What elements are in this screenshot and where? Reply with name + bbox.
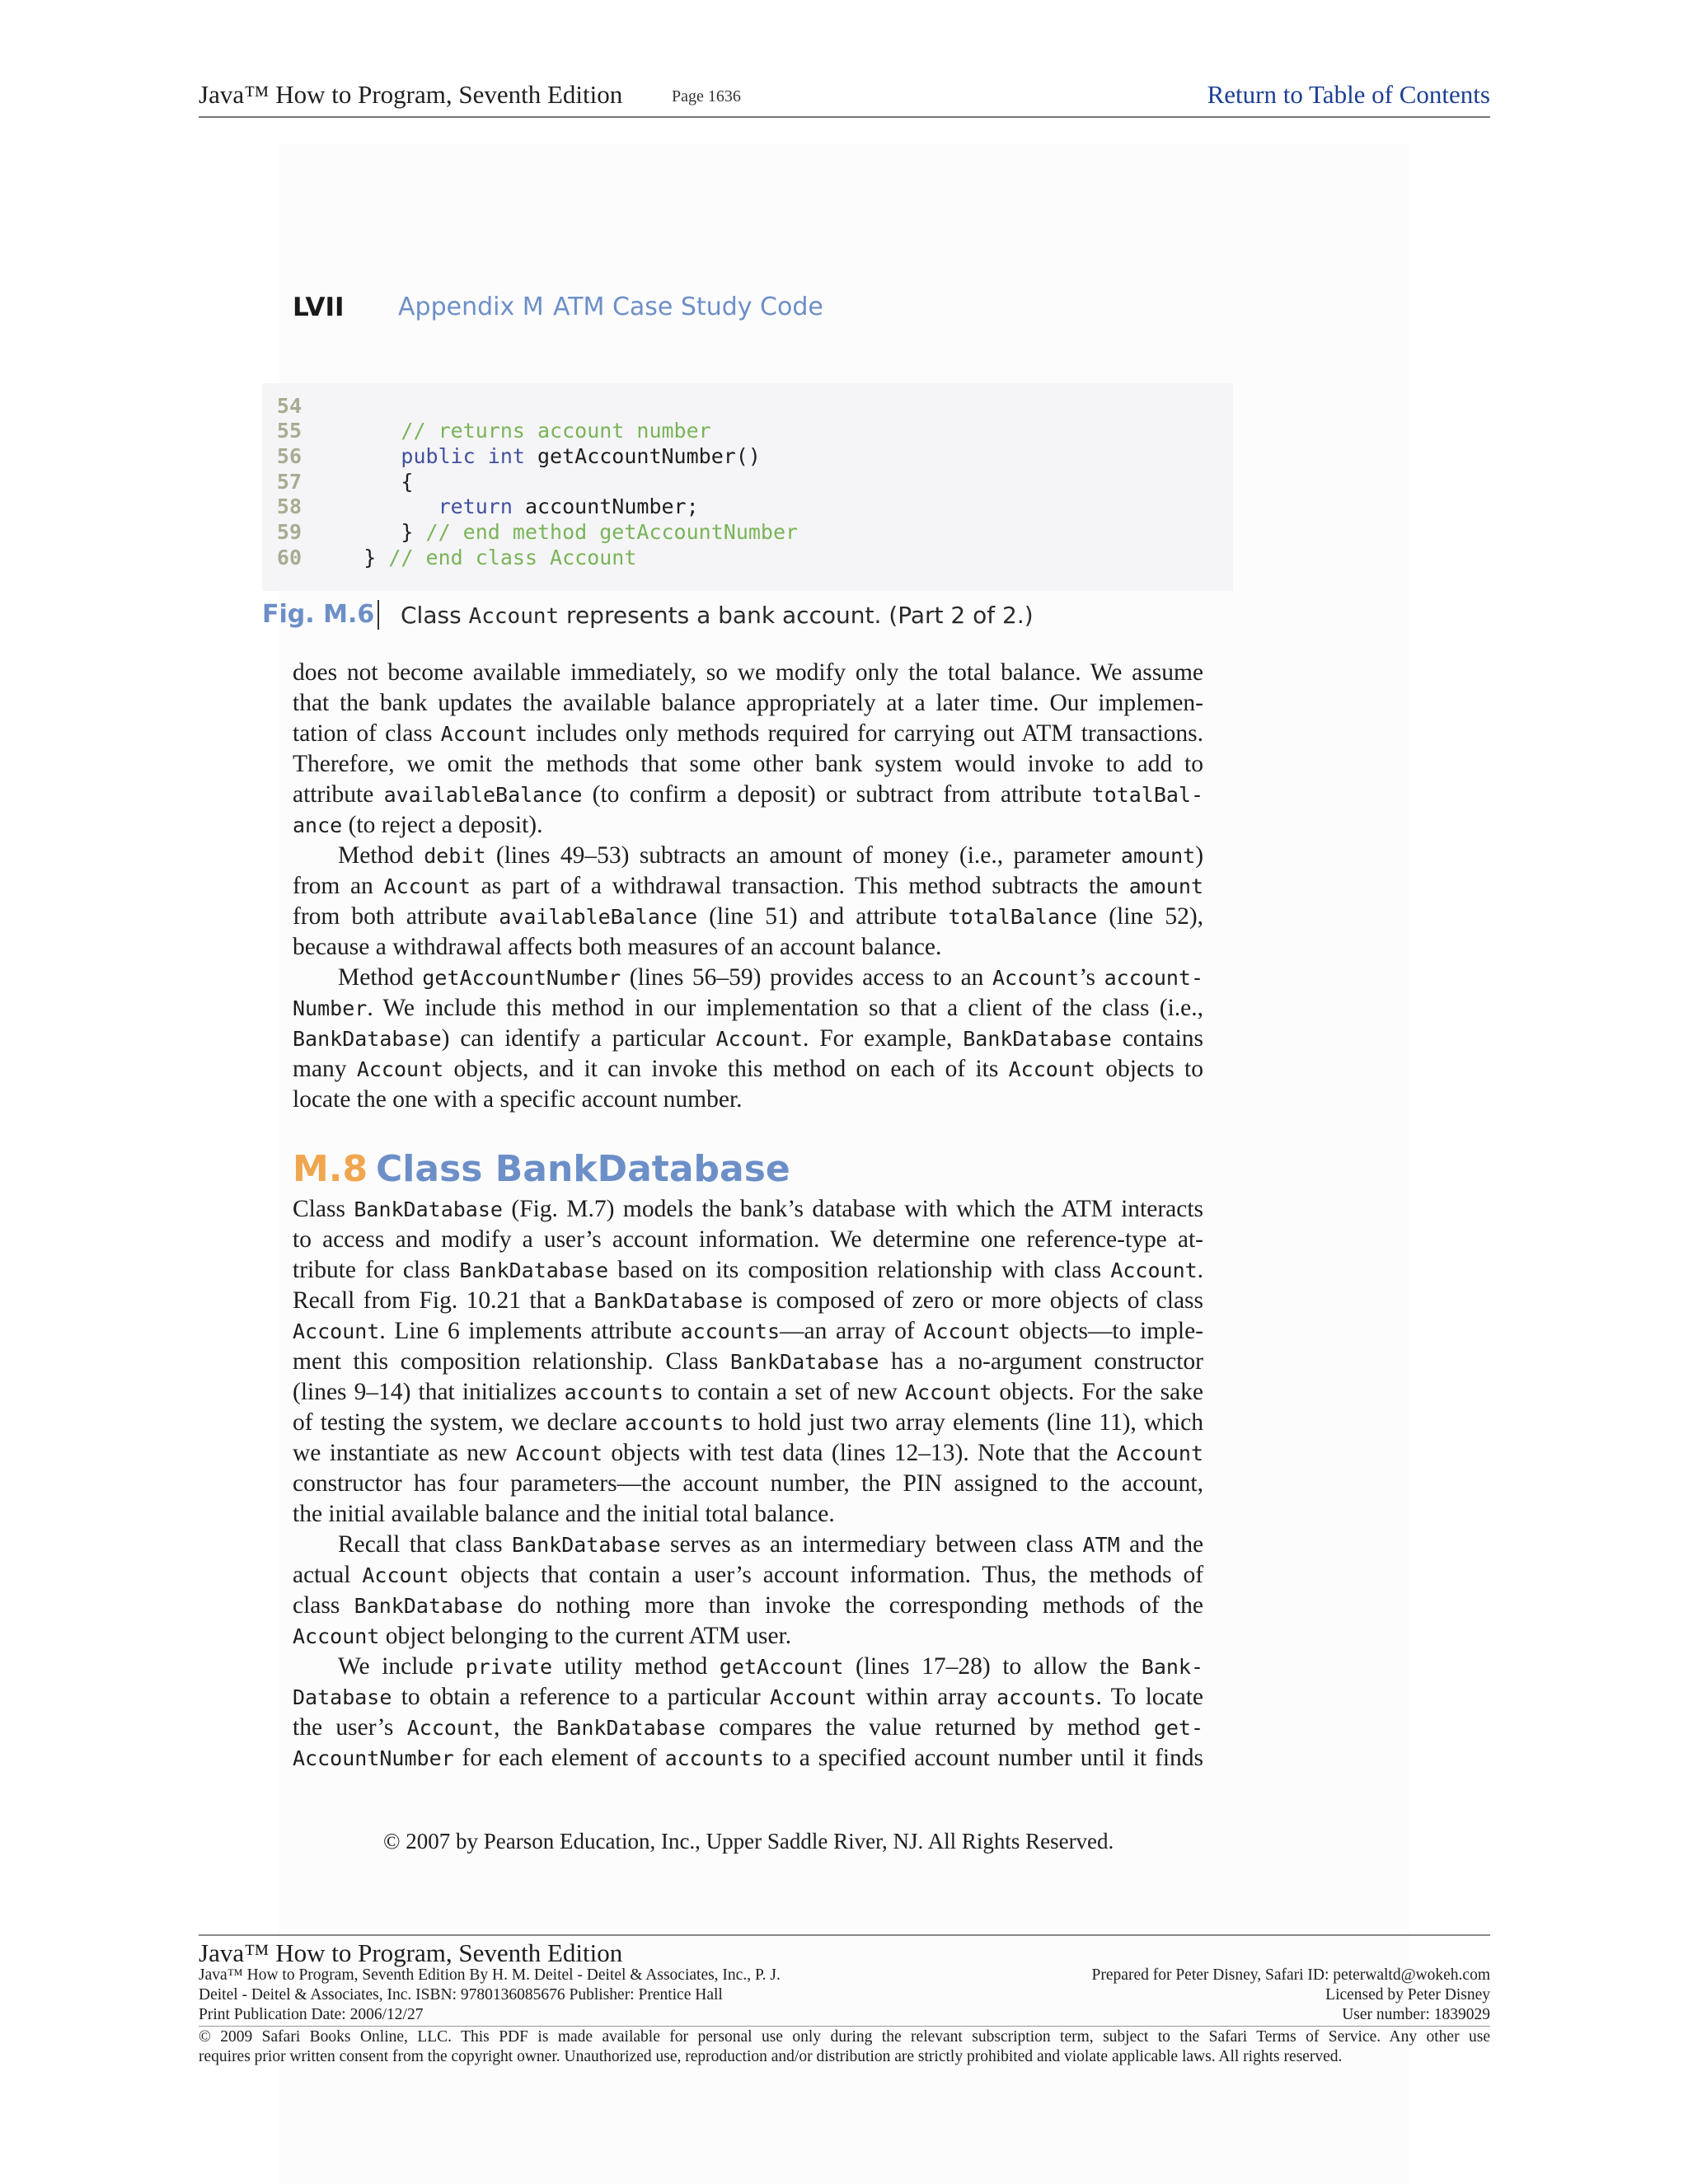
body-text-line: ance (to reject a deposit).: [293, 812, 543, 838]
line-number: 58: [276, 494, 302, 518]
line-number: 60: [276, 546, 302, 569]
body-text-line: the initial available balance and the initial total balance.: [293, 1501, 835, 1527]
footer-book-info: Java™ How to Program, Seventh Edition By H. M. Deitel - Deitel & Associates, Inc., P. J.: [199, 1966, 781, 1984]
code-line: [272, 394, 326, 419]
copyright-notice: © 2007 by Pearson Education, Inc., Upper Saddle River, NJ. All Rights Reserved.: [383, 1829, 1114, 1854]
line-number: 55: [276, 419, 302, 443]
footer-book-info: Deitel - Deitel & Associates, Inc. ISBN: 9780136085676 Publisher: Prentice Hall: [199, 1986, 723, 2004]
body-text-line: Account. Line 6 implements attribute accounts—an array of Account objects—to imple-: [293, 1318, 1204, 1344]
body-text-line: from both attribute availableBalance (line 51) and attribute totalBalance (line 52),: [293, 903, 1204, 930]
body-text-line: Method debit (lines 49–53) subtracts an amount of money (i.e., parameter amount): [338, 842, 1204, 869]
line-number: 56: [276, 444, 302, 468]
code-line: 56 public int getAccountNumber(): [272, 444, 761, 469]
body-text-line: does not become available immediately, so we modify only the total balance. We assume: [293, 659, 1203, 686]
body-text-line: Method getAccountNumber (lines 56–59) provides access to an Account’s account-: [338, 964, 1204, 991]
header-book-title: Java™ How to Program, Seventh Edition: [199, 80, 623, 109]
footer-user-number: User number: 1839029: [1342, 2006, 1490, 2023]
footer-divider: [199, 1934, 1490, 1936]
footer-legal-notice: © 2009 Safari Books Online, LLC. This PDF is made available for personal use only during the relevant subscription term, subject to the Safari Terms of Service. Any other use: [199, 2028, 1490, 2046]
figure-caption-divider: [377, 600, 379, 630]
section-number: M.8: [293, 1148, 368, 1190]
body-text-line: of testing the system, we declare accounts to hold just two array elements (line 11), which: [293, 1409, 1204, 1436]
body-text-line: Recall that class BankDatabase serves as an intermediary between class ATM and the: [338, 1531, 1204, 1558]
body-text-line: many Account objects, and it can invoke this method on each of its Account objects to: [293, 1056, 1203, 1082]
body-text-line: Therefore, we omit the methods that some other bank system would invoke to add to: [293, 751, 1203, 777]
body-text-line: attribute availableBalance (to confirm a deposit) or subtract from attribute totalBal-: [293, 781, 1204, 808]
body-text-line: from an Account as part of a withdrawal transaction. This method subtracts the amount: [293, 873, 1204, 899]
footer-divider: [199, 2026, 1490, 2027]
body-text-line: We include private utility method getAccount (lines 17–28) to allow the Bank-: [338, 1653, 1204, 1680]
body-text-line: Recall from Fig. 10.21 that a BankDatabase is composed of zero or more objects of class: [293, 1287, 1204, 1314]
body-text-line: ment this composition relationship. Class BankDatabase has a no-argument constructor: [293, 1348, 1203, 1375]
body-text-line: Database to obtain a reference to a particular Account within array accounts. To locate: [293, 1684, 1204, 1710]
return-to-toc-link[interactable]: Return to Table of Contents: [1207, 80, 1490, 109]
body-text-line: that the bank updates the available balance appropriately at a later time. Our implemen-: [293, 690, 1203, 716]
line-number: 54: [276, 394, 302, 418]
body-text-line: locate the one with a specific account number.: [293, 1086, 743, 1113]
body-text-line: tation of class Account includes only methods required for carrying out ATM transactions.: [293, 720, 1203, 747]
body-text-line: to access and modify a user’s account information. We determine one reference-type at-: [293, 1226, 1203, 1253]
code-line: 59 } // end method getAccountNumber: [272, 520, 798, 545]
code-line: 60 } // end class Account: [272, 546, 636, 570]
body-text-line: because a withdrawal affects both measures of an account balance.: [293, 934, 942, 960]
header-divider: [199, 116, 1490, 118]
code-line: 55 // returns account number: [272, 419, 711, 443]
section-title: Class BankDatabase: [376, 1148, 790, 1190]
body-text-line: we instantiate as new Account objects with test data (lines 12–13). Note that the Account: [293, 1440, 1204, 1466]
body-text-line: class BankDatabase do nothing more than invoke the corresponding methods of the: [293, 1592, 1204, 1619]
figure-caption: Class Account represents a bank account. (Part 2 of 2.): [401, 602, 1034, 629]
body-text-line: BankDatabase) can identify a particular Account. For example, BankDatabase contains: [293, 1025, 1204, 1052]
body-text-line: AccountNumber for each element of accounts to a specified account number until it finds: [293, 1745, 1204, 1771]
line-number: 57: [276, 470, 302, 494]
footer-prepared-for: Prepared for Peter Disney, Safari ID: peterwaltd@wokeh.com: [1091, 1966, 1490, 1984]
body-text-line: actual Account objects that contain a user’s account information. Thus, the methods of: [293, 1562, 1204, 1588]
body-text-line: the user’s Account, the BankDatabase compares the value returned by method get-: [293, 1714, 1204, 1741]
header-page-number: Page 1636: [672, 87, 741, 105]
body-text-line: Number. We include this method in our implementation so that a client of the class (i.e.,: [293, 995, 1203, 1021]
footer-publication-date: Print Publication Date: 2006/12/27: [199, 2006, 424, 2023]
line-number: 59: [276, 520, 302, 544]
figure-label: Fig. M.6: [262, 600, 375, 629]
running-head-chapter: ATM Case Study Code: [553, 293, 823, 321]
footer-book-title: Java™ How to Program, Seventh Edition: [199, 1938, 623, 1967]
body-text-line: (lines 9–14) that initializes accounts to contain a set of new Account objects. For the sake: [293, 1379, 1203, 1405]
body-text-line: tribute for class BankDatabase based on its composition relationship with class Account.: [293, 1257, 1204, 1283]
body-text-line: constructor has four parameters—the account number, the PIN assigned to the account,: [293, 1470, 1203, 1497]
footer-legal-notice: requires prior written consent from the copyright owner. Unauthorized use, reproduction and/or distribution are strictly prohibited and violate applicable laws. All rights reserved.: [199, 2048, 1343, 2065]
running-head-appendix: Appendix M: [398, 293, 544, 321]
code-line: 58 return accountNumber;: [272, 494, 699, 519]
body-text-line: Account object belonging to the current ATM user.: [293, 1623, 792, 1649]
body-text-line: Class BankDatabase (Fig. M.7) models the bank’s database with which the ATM interacts: [293, 1196, 1204, 1222]
code-line: 57 {: [272, 470, 413, 494]
running-head-folio: LVII: [293, 293, 345, 322]
footer-licensed-by: Licensed by Peter Disney: [1325, 1986, 1490, 2004]
